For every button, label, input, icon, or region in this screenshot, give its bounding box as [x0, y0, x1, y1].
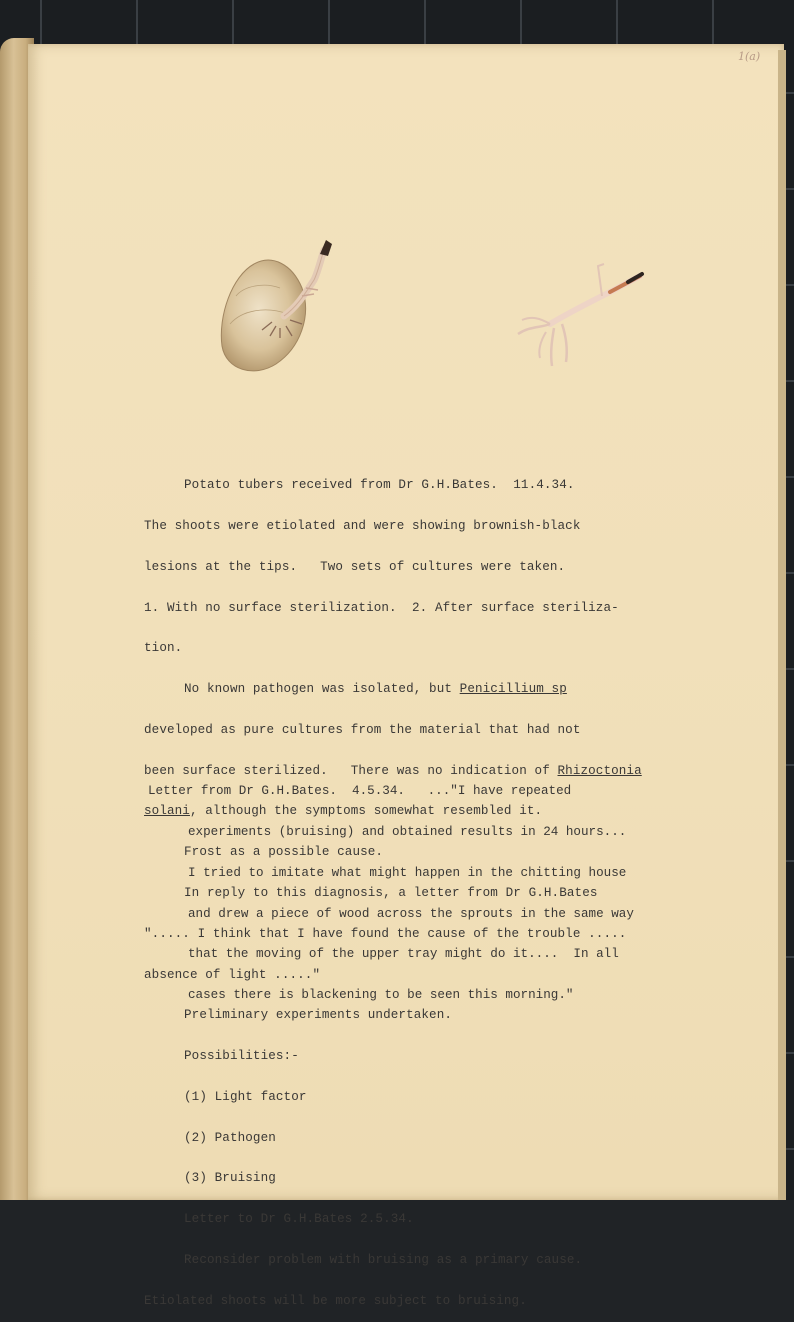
species-solani: solani	[144, 804, 190, 819]
para2-line1	[144, 683, 704, 697]
para4-line2: "..... I think that I have found the cause of the trouble .....	[144, 926, 627, 941]
para2-line1-prefix: No known pathogen was isolated, but	[184, 682, 460, 697]
para2-line4-suffix: , although the symptoms somewhat resembled it.	[189, 804, 543, 819]
letter-from-quote	[148, 758, 708, 1016]
page-number: 1(a)	[738, 50, 761, 63]
letter-from-line6: cases there is blackening to be seen this morning."	[188, 988, 574, 1003]
species-penicillium: Penicillium sp	[459, 682, 567, 697]
letter-from-line1: Letter from Dr G.H.Bates. 4.5.34. ..."I have repeated	[148, 784, 572, 799]
possibility-item: (2) Pathogen	[184, 1130, 276, 1145]
possibility-item: (3) Bruising	[184, 1171, 276, 1186]
page-edge	[778, 50, 786, 1200]
para1-line2: The shoots were etiolated and were showing brownish-black	[144, 518, 581, 533]
letter-from-line4: and drew a piece of wood across the sprouts in the same way	[188, 906, 634, 921]
letter-from-line5: that the moving of the upper tray might do it.... In all	[188, 947, 619, 962]
para5: Preliminary experiments undertaken.	[184, 1008, 453, 1023]
species-rhizoctonia: Rhizoctonia	[557, 763, 642, 778]
reconsider-line2: Etiolated shoots will be more subject to bruising.	[144, 1293, 527, 1308]
para3: Frost as a possible cause.	[184, 845, 384, 860]
para4-line1: In reply to this diagnosis, a letter from Dr G.H.Bates	[184, 886, 598, 900]
para4-line3: absence of light ....."	[144, 967, 321, 982]
possibilities-heading: Possibilities:-	[184, 1049, 299, 1064]
para1-line1: Potato tubers received from Dr G.H.Bates. 11.4.34.	[184, 478, 575, 493]
para1-line5: tion.	[144, 641, 183, 656]
para1-line3: lesions at the tips. Two sets of cultures were taken.	[144, 559, 566, 574]
letter-from-line3: I tried to imitate what might happen in the chitting house	[188, 865, 627, 880]
possibility-item: (1) Light factor	[184, 1089, 307, 1104]
letter-from-line2: experiments (bruising) and obtained results in 24 hours...	[188, 824, 627, 839]
reconsider-line1: Reconsider problem with bruising as a primary cause.	[184, 1253, 583, 1268]
para2-line3-prefix: been surface sterilized. There was no indication of	[144, 763, 558, 778]
para2-line2: developed as pure cultures from the material that had not	[144, 722, 581, 737]
letter-to-line: Letter to Dr G.H.Bates 2.5.34.	[184, 1212, 414, 1227]
potato-tuber-illustration	[214, 236, 344, 378]
para1-line4: 1. With no surface sterilization. 2. After surface steriliza-	[144, 600, 619, 615]
sprout-illustration	[510, 262, 646, 370]
